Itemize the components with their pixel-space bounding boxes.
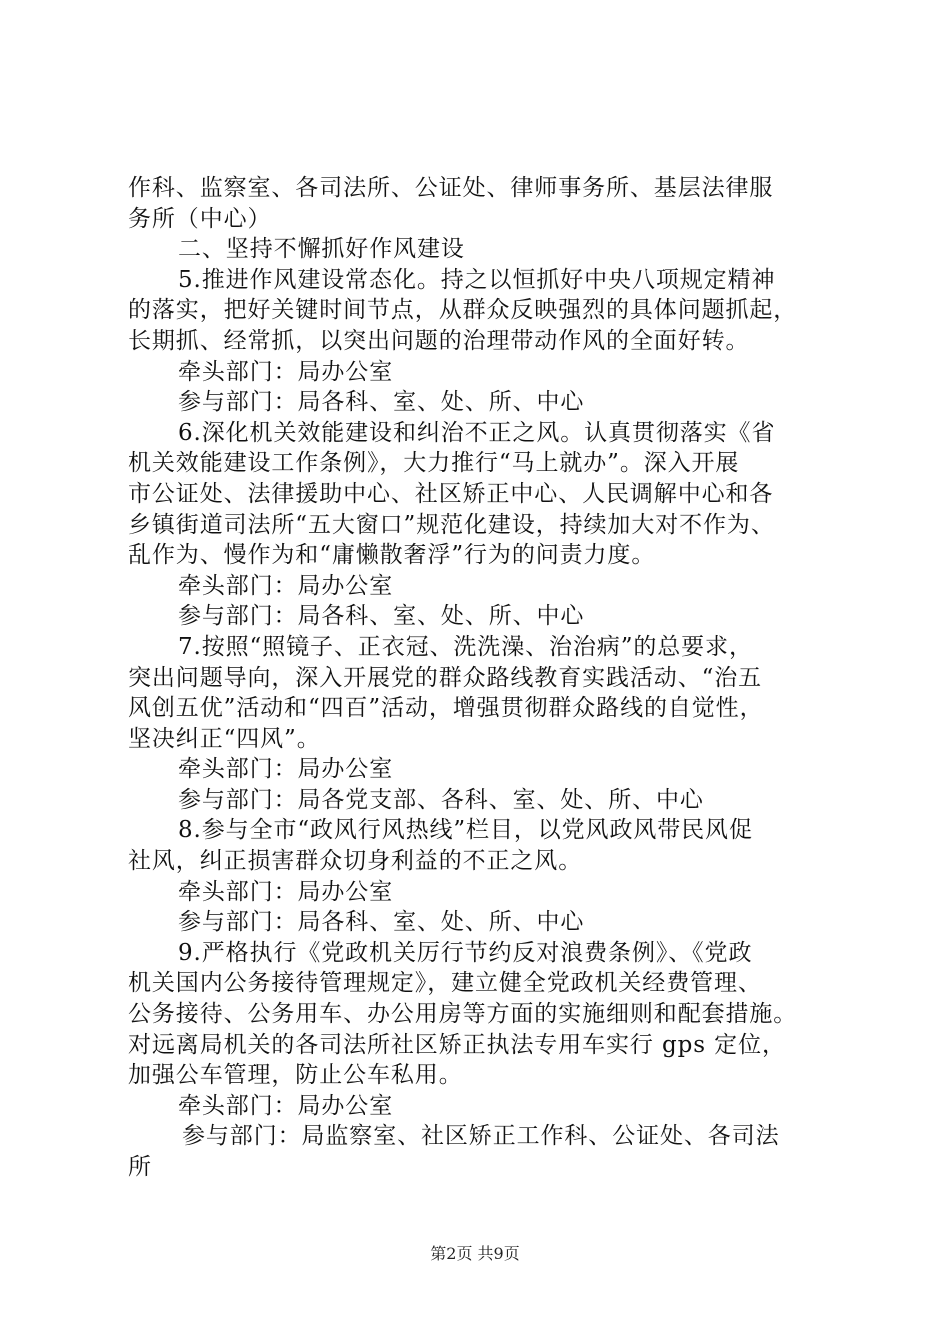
text-line: 乡镇街道司法所“五大窗口”规范化建设，持续加大对不作为、 — [128, 511, 775, 538]
text-line: 参与部门：局各科、室、处、所、中心 — [178, 389, 585, 416]
text-line: 9.严格执行《党政机关厉行节约反对浪费条例》、《党政 — [178, 939, 753, 966]
text-line: 坚决纠正“四风”。 — [128, 725, 321, 752]
text-line: 参与部门：局各科、室、处、所、中心 — [178, 909, 585, 936]
page-footer: 第2页 共9页 — [430, 1244, 520, 1263]
text-line: 突出问题导向，深入开展党的群众路线教育实践活动、“治五 — [128, 664, 763, 691]
text-line: 务所（中心） — [128, 205, 272, 232]
text-line: 市公证处、法律援助中心、社区矫正中心、人民调解中心和各 — [128, 480, 774, 507]
text-line: 风创五优”活动和“四百”活动，增强贯彻群众路线的自觉性， — [128, 695, 764, 722]
text-line: 机关国内公务接待管理规定》，建立健全党政机关经费管理、 — [128, 970, 762, 997]
text-line: 牵头部门：局办公室 — [178, 572, 394, 599]
text-line: 牵头部门：局办公室 — [178, 878, 394, 905]
document-body — [128, 173, 838, 1183]
text-line: 8.参与全市“政风行风热线”栏目，以党风政风带民风促 — [178, 817, 753, 844]
text-line: 加强公车管理，防止公车私用。 — [128, 1062, 463, 1089]
text-line: 所 — [128, 1154, 152, 1180]
text-line: 参与部门：局各党支部、各科、室、处、所、中心 — [178, 786, 704, 813]
text-line: 6.深化机关效能建设和纠治不正之风。认真贯彻落实《省 — [178, 419, 776, 446]
text-line: 7.按照“照镜子、正衣冠、洗洗澡、治治病”的总要求， — [178, 633, 753, 660]
text-line: 的落实，把好关键时间节点，从群众反映强烈的具体问题抓起， — [128, 297, 798, 324]
text-line: 参与部门：局监察室、社区矫正工作科、公证处、各司法 — [182, 1123, 780, 1150]
text-line: 作科、监察室、各司法所、公证处、律师事务所、基层法律服 — [128, 175, 774, 201]
text-line: 牵头部门：局办公室 — [178, 756, 394, 783]
text-line: 参与部门：局各科、室、处、所、中心 — [178, 603, 585, 630]
text-line: 机关效能建设工作条例》，大力推行“马上就办”。深入开展 — [128, 450, 740, 477]
text-line: 长期抓、经常抓，以突出问题的治理带动作风的全面好转。 — [128, 327, 750, 354]
text-line: 二、坚持不懈抓好作风建设 — [178, 236, 465, 263]
text-line: 对远离局机关的各司法所社区矫正执法专用车实行 gps 定位， — [128, 1031, 786, 1058]
text-line: 公务接待、公务用车、办公用房等方面的实施细则和配套措施。 — [128, 1001, 798, 1028]
text-line: 牵头部门：局办公室 — [178, 358, 394, 385]
text-line: 乱作为、慢作为和“庸懒散奢浮”行为的问责力度。 — [128, 542, 656, 569]
text-line: 5.推进作风建设常态化。持之以恒抓好中央八项规定精神 — [178, 266, 776, 293]
text-line: 社风，纠正损害群众切身利益的不正之风。 — [128, 848, 583, 875]
text-line: 牵头部门：局办公室 — [178, 1092, 394, 1119]
